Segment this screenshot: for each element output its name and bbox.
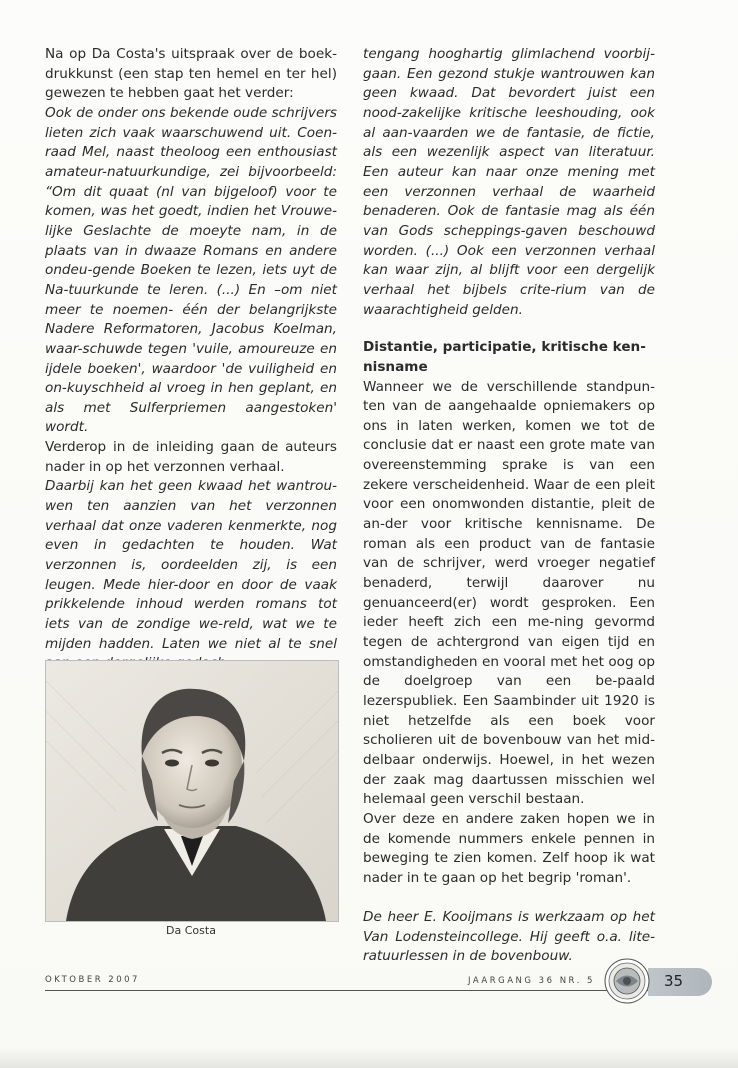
portrait-engraving — [46, 661, 338, 921]
footer-volume: JAARGANG 36 NR. 5 — [468, 976, 595, 986]
seal-icon — [604, 958, 650, 1004]
scan-edge — [0, 1048, 738, 1068]
section-heading: Distantie, participatie, kritische ken-nisname — [363, 339, 646, 375]
footer-date: OKTOBER 2007 — [45, 975, 140, 985]
da-costa-portrait — [45, 660, 339, 922]
author-note: De heer E. Kooijmans is werkzaam op het Van Lodensteincollege. Hij geeft o.a. lite-ratuurlessen in de bovenbouw. — [363, 909, 655, 965]
body-paragraph-2: Over deze en andere zaken hopen we in de komende nummers enkele pennen in beweging te zien komen. Zelf hoop ik wat nader in te gaan op het begrip 'roman'. — [363, 810, 655, 886]
quote-paragraph-2: Daarbij kan het geen kwaad het wantrou-wen ten aanzien van het verzonnen verhaal dat onze vaderen kenmerkte, nog even in gedachten te houden. Wat verzonnen is, oordeelden zij, is een leugen. Mede hier-door en door de vaak prikkelende inhoud werden romans tot iets van de zondige we-reld, wat we te mijden hadden. Laten we niet al te snel — [45, 478, 337, 652]
portrait-caption: Da Costa — [166, 924, 216, 937]
footer-divider — [45, 990, 653, 991]
transition-paragraph: Verderop in de inleiding gaan de auteurs nader in op het verzonnen verhaal. — [45, 439, 337, 475]
quote-paragraph: Ook de onder ons bekende oude schrijvers lieten zich vaak waarschuwend uit. Coen-raad Mel, naast theoloog een enthousiast amateur-natuurkundige, zei bijvoorbeeld: “Om dit quaat (nl van bijgeloof) voor te komen, was het goedt, indien het Vrouwe-lijke Geslachte de moeyte nam, in de plaats van in dwaaze Romans en andere ondeu-gende Boeken te lezen, iets uyt de Na-tuurkunde te leren. (...) En –om niet meer te noemen- één der belangrijkste Nadere Reformatoren, Jacobus Koelman, waar-schuwde tegen 'vuile, amoureuze en ijdele boeken', waardoor 'de vuiligheid en on-kuyschheid al vroeg in hen geplant, en als met Sulferpriemen aangestoken' wordt. — [45, 104, 337, 436]
left-column — [45, 45, 337, 674]
page-number: 35 — [664, 972, 684, 990]
intro-paragraph: Na op Da Costa's uitspraak over de boek-drukkunst (een stap ten hemel en ter hel) gewezen te hebben gaat het verder: — [45, 46, 337, 102]
body-paragraph: Wanneer we de verschillende standpun-ten van de aangehaalde opniemakers op ons in laten werken, komen we tot de conclusie dat er naast een grote mate van overeenstemming sprake is van een zekere verscheidenheid. Waar de een pleit voor een onomwonden distantie, pleit de an-der voor kritische kennisname. De roman als een product van de fantasie van de schrijver, werd vroeger negatief benaderd, terwijl daarover nu genuanceerd(er) wordt gesproken. Een ieder heeft zich een me-ning gevormd tegen de achtergrond van eigen tijd en omstandigheden en vooral met het oog op de doelgroep van een be-paald lezerspubliek. Een Saambinder uit 1920 is niet hetzelfde als een boek voor scholieren uit de bovenbouw van het mid-delbaar onderwijs. Hoewel, in het wezen der zaak mag daartussen misschien wel helemaal geen verschil bestaan. — [363, 378, 655, 808]
right-column — [363, 45, 655, 967]
quote-continuation: tengang hooghartig glimlachend voorbij-gaan. Een gezond stukje wantrouwen kan geen kwaad. Dat bevordert juist een nood-zakelijke kritische leeshouding, ook al aan-vaarden we de fantasie, de fictie, als een wezenlijk aspect van literatuur. Een auteur kan naar onze mening met een verzonnen verhaal de waarheid benaderen. Ook de fantasie mag als één van Gods scheppings-gaven beschouwd worden. (...) Ook een verzonnen verhaal kan waar zijn, al blijft voor een dergelijk verhaal het bijbels crite-rium van de waarachtigheid gelden. — [363, 46, 655, 318]
